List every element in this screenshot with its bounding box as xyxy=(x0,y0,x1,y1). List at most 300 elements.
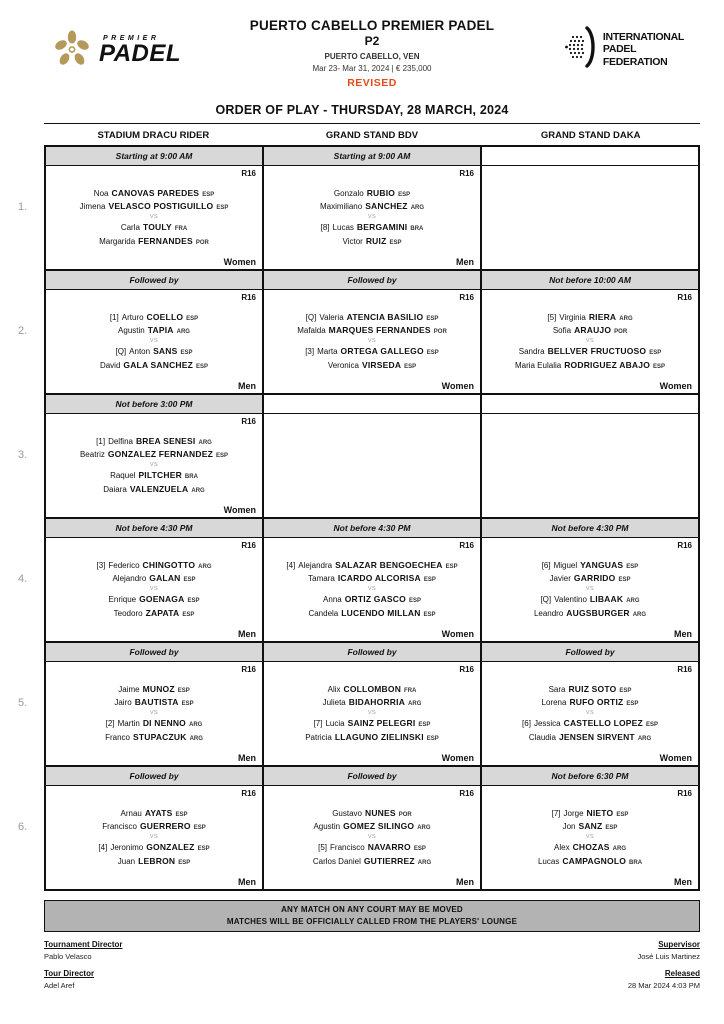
player-seed: [4] xyxy=(286,560,296,570)
player-last-name: CANOVAS PAREDES xyxy=(111,187,200,198)
player-country-code: ESP xyxy=(175,811,188,818)
player-first-name: Martin xyxy=(117,719,140,728)
player-first-name: Francisco xyxy=(102,822,137,831)
player-first-name: Marta xyxy=(317,347,338,356)
player-first-name: Alex xyxy=(554,843,570,852)
title-divider xyxy=(44,123,700,124)
player-first-name: Arturo xyxy=(121,312,144,322)
player-last-name: ATENCIA BASILIO xyxy=(346,311,424,322)
player-first-name: Raquel xyxy=(110,471,136,480)
event-title: PUERTO CABELLO PREMIER PADEL xyxy=(249,18,495,33)
vs-label: VS xyxy=(149,833,159,840)
player-first-name: Francisco xyxy=(330,843,365,852)
match-time-band: Followed by xyxy=(482,643,698,662)
round-label: R16 xyxy=(241,293,256,302)
schedule-content xyxy=(18,123,700,995)
category-label: Women xyxy=(659,381,692,391)
player-country-code: ESP xyxy=(182,611,195,618)
player-last-name: ORTEGA GALLEGO xyxy=(340,346,424,356)
match-time-band: Not before 4:30 PM xyxy=(46,519,262,538)
player-line xyxy=(547,312,632,322)
player-first-name: Lucas xyxy=(537,856,560,866)
player-country-code: ESP xyxy=(413,846,426,852)
round-label: R16 xyxy=(459,541,474,550)
match-body xyxy=(46,290,262,393)
player-line xyxy=(328,684,417,694)
row-numbers xyxy=(18,145,27,889)
vs-label: VS xyxy=(367,337,377,344)
player-line xyxy=(80,201,229,211)
premier-padel-flower-icon xyxy=(52,26,92,75)
player-first-name: Sofia xyxy=(552,326,572,335)
player-first-name: Lucia xyxy=(325,719,345,728)
player-country-code: ARG xyxy=(637,735,652,742)
teams xyxy=(488,808,692,866)
ipf-wordmark xyxy=(603,31,684,67)
category-label: Women xyxy=(441,629,474,639)
player-line xyxy=(314,718,431,728)
player-line xyxy=(550,573,631,583)
player-last-name: RUBIO xyxy=(366,187,396,198)
player-last-name: ZAPATA xyxy=(145,607,180,618)
player-country-code: ESP xyxy=(202,191,215,198)
event-dates-prize: Mar 23- Mar 31, 2024 | € 235,000 xyxy=(312,64,432,73)
player-country-code: FRA xyxy=(174,226,188,232)
document-header xyxy=(0,0,724,89)
vs-label: VS xyxy=(367,709,377,716)
player-first-name: Mafalda xyxy=(297,326,326,335)
player-first-name: Miguel xyxy=(553,560,578,570)
player-first-name: Arnau xyxy=(120,808,142,818)
player-country-code: ESP xyxy=(398,191,411,198)
category-label: Women xyxy=(441,381,474,391)
player-first-name: Jon xyxy=(562,822,576,831)
player-country-code: ESP xyxy=(445,563,458,570)
category-label: Men xyxy=(238,381,256,391)
player-first-name: David xyxy=(99,360,121,370)
player-first-name: Virginia xyxy=(559,312,586,322)
player-country-code: POR xyxy=(614,329,628,335)
player-line xyxy=(114,697,193,707)
vs-label: VS xyxy=(149,709,159,716)
player-line xyxy=(100,360,208,370)
player-last-name: RIERA xyxy=(588,311,617,322)
player-last-name: RODRIGUEZ ABAJO xyxy=(564,359,651,370)
player-line xyxy=(318,842,426,852)
player-line xyxy=(313,856,431,866)
empty-match-cell xyxy=(264,395,480,517)
player-first-name: Jessica xyxy=(533,719,561,728)
player-country-code: ESP xyxy=(626,701,639,707)
player-country-code: ESP xyxy=(404,363,417,370)
teams xyxy=(270,312,474,370)
player-last-name: GUTIERREZ xyxy=(363,855,415,866)
player-last-name: BIDAHORRIA xyxy=(348,697,406,707)
player-last-name: VELASCO POSTIGUILLO xyxy=(108,201,214,211)
match-body xyxy=(264,662,480,765)
player-line xyxy=(323,594,421,604)
premier-label: PREMIER xyxy=(103,35,160,42)
player-seed: [1] xyxy=(109,312,119,322)
teams xyxy=(270,808,474,866)
teams xyxy=(270,560,474,618)
padel-label: PADEL xyxy=(99,40,182,67)
player-line xyxy=(519,346,661,356)
player-last-name: GALA SANCHEZ xyxy=(123,359,194,370)
match-time-band: Not before 6:30 PM xyxy=(482,767,698,786)
player-line xyxy=(320,201,424,211)
notice-line-1: ANY MATCH ON ANY COURT MAY BE MOVED xyxy=(281,905,463,914)
player-country-code: ARG xyxy=(619,315,633,322)
player-line xyxy=(321,222,424,232)
court-header-daka: GRAND STAND DAKA xyxy=(540,130,641,141)
player-line xyxy=(552,808,629,818)
teams xyxy=(52,188,256,246)
player-last-name: VALENZUELA xyxy=(129,483,189,494)
player-seed: [7] xyxy=(313,719,323,728)
match-cell xyxy=(264,147,480,269)
revised-badge: REVISED xyxy=(347,77,397,89)
teams xyxy=(488,684,692,742)
player-last-name: GOMEZ SILINGO xyxy=(343,821,415,831)
match-time-band: Not before 4:30 PM xyxy=(482,519,698,538)
supervisor-name: José Luis Martinez xyxy=(637,952,700,962)
player-first-name: Valentino xyxy=(554,595,587,604)
player-first-name: Veronica xyxy=(327,360,359,370)
player-line xyxy=(542,697,639,707)
round-label: R16 xyxy=(241,169,256,178)
court-header-stadium: STADIUM DRACU RIDER xyxy=(97,130,210,141)
tournament-director-label: Tournament Director xyxy=(44,940,123,950)
player-line xyxy=(334,188,410,198)
player-country-code: BRA xyxy=(629,859,643,866)
player-country-code: ESP xyxy=(196,363,209,370)
event-info xyxy=(181,18,563,89)
match-body xyxy=(264,166,480,269)
player-last-name: LUCENDO MILLAN xyxy=(341,607,421,618)
player-first-name: Carla xyxy=(120,223,140,232)
match-body xyxy=(482,662,698,765)
vs-label: VS xyxy=(149,213,159,220)
player-last-name: CASTELLO LOPEZ xyxy=(563,718,643,728)
player-line xyxy=(549,684,632,694)
vs-label: VS xyxy=(149,585,159,592)
player-line xyxy=(313,821,430,831)
player-country-code: ARG xyxy=(189,735,203,742)
player-country-code: ESP xyxy=(177,687,190,694)
court-header-bdv: GRAND STAND BDV xyxy=(325,130,419,141)
player-last-name: YANGUAS xyxy=(580,559,624,570)
match-body xyxy=(482,290,698,393)
player-first-name: Gonzalo xyxy=(333,188,364,198)
supervisor-label: Supervisor xyxy=(658,940,700,950)
player-country-code: ESP xyxy=(186,315,199,322)
player-last-name: ARAUJO xyxy=(574,325,612,335)
player-first-name: Daiara xyxy=(103,484,127,494)
player-first-name: Julieta xyxy=(322,698,346,707)
player-country-code: ESP xyxy=(181,701,194,707)
match-body xyxy=(46,662,262,765)
match-body xyxy=(482,538,698,641)
player-last-name: LEBRON xyxy=(138,855,176,866)
player-first-name: Gustavo xyxy=(332,808,362,818)
category-label: Men xyxy=(674,629,692,639)
match-body xyxy=(264,786,480,889)
player-last-name: TOULY xyxy=(142,222,172,232)
player-country-code: BRA xyxy=(184,474,198,480)
tournament-director-name: Pablo Velasco xyxy=(44,952,92,962)
row-number: 1. xyxy=(18,201,28,213)
player-first-name: Federico xyxy=(108,560,140,570)
empty-match-body xyxy=(264,414,480,517)
player-line xyxy=(343,236,402,246)
round-label: R16 xyxy=(677,665,692,674)
vs-label: VS xyxy=(585,337,595,344)
round-label: R16 xyxy=(241,417,256,426)
player-last-name: TAPIA xyxy=(147,325,174,335)
player-last-name: ORTIZ GASCO xyxy=(344,594,406,604)
player-line xyxy=(538,856,642,866)
player-line xyxy=(96,436,212,446)
category-label: Women xyxy=(441,753,474,763)
match-cell xyxy=(264,767,480,889)
round-label: R16 xyxy=(677,293,692,302)
player-line xyxy=(540,594,639,604)
category-label: Women xyxy=(223,257,256,267)
player-first-name: Sara xyxy=(548,684,566,694)
player-last-name: MARQUES FERNANDES xyxy=(328,325,431,335)
player-country-code: POR xyxy=(398,811,412,818)
player-last-name: ICARDO ALCORISA xyxy=(337,573,421,583)
player-line xyxy=(306,312,439,322)
notice-bar xyxy=(44,900,700,932)
player-last-name: CHINGOTTO xyxy=(142,559,196,570)
player-last-name: AYATS xyxy=(144,807,173,818)
player-last-name: PILTCHER xyxy=(138,470,182,480)
player-country-code: ARG xyxy=(176,329,190,335)
player-seed: [7] xyxy=(551,808,561,818)
match-cell xyxy=(264,643,480,765)
player-country-code: ESP xyxy=(183,577,196,583)
player-country-code: ARG xyxy=(410,205,425,211)
player-first-name: Franco xyxy=(105,732,130,742)
player-line xyxy=(94,188,214,198)
teams xyxy=(52,312,256,370)
player-first-name: Beatriz xyxy=(79,450,105,459)
player-last-name: CHOZAS xyxy=(572,842,610,852)
tour-director-name: Adel Aref xyxy=(44,981,75,991)
player-first-name: Patricia xyxy=(305,732,332,742)
player-last-name: GONZALEZ xyxy=(146,842,195,852)
player-first-name: Jaime xyxy=(118,684,140,694)
player-seed: [5] xyxy=(318,843,328,852)
player-first-name: Carlos Daniel xyxy=(312,856,361,866)
player-country-code: ESP xyxy=(626,563,639,570)
player-first-name: Claudia xyxy=(528,732,556,742)
player-last-name: VIRSEDA xyxy=(361,359,402,370)
player-last-name: SALAZAR BENGOECHEA xyxy=(335,559,443,570)
vs-label: VS xyxy=(367,585,377,592)
player-country-code: ARG xyxy=(191,487,205,494)
round-label: R16 xyxy=(241,789,256,798)
player-country-code: ESP xyxy=(193,825,206,831)
player-country-code: ESP xyxy=(216,453,229,459)
player-first-name: Jimena xyxy=(79,202,106,211)
player-line xyxy=(529,732,651,742)
player-country-code: POR xyxy=(195,239,209,246)
row-number: 5. xyxy=(18,697,28,709)
vs-label: VS xyxy=(585,709,595,716)
player-line xyxy=(112,573,195,583)
round-label: R16 xyxy=(459,665,474,674)
player-line xyxy=(118,684,190,694)
player-country-code: ARG xyxy=(417,825,431,831)
player-seed: [Q] xyxy=(540,595,552,604)
player-line xyxy=(554,842,626,852)
match-cell xyxy=(482,643,698,765)
player-last-name: GALAN xyxy=(149,573,181,583)
player-line xyxy=(103,484,204,494)
player-first-name: Leandro xyxy=(533,608,564,618)
player-country-code: ARG xyxy=(417,859,432,866)
player-first-name: Javier xyxy=(549,574,571,583)
empty-time-band xyxy=(482,147,698,166)
player-last-name: LIBAAK xyxy=(589,594,624,604)
player-line xyxy=(286,560,457,570)
match-cell xyxy=(46,519,262,641)
player-country-code: ARG xyxy=(612,846,626,852)
player-line xyxy=(308,608,435,618)
player-first-name: Valeria xyxy=(319,312,344,322)
player-first-name: Jeronimo xyxy=(110,843,144,852)
player-first-name: Maximiliano xyxy=(319,202,363,211)
player-seed: [1] xyxy=(96,436,106,446)
player-line xyxy=(332,808,412,818)
empty-time-band xyxy=(482,395,698,414)
player-last-name: RUIZ xyxy=(365,235,387,246)
player-line xyxy=(114,608,195,618)
round-label: R16 xyxy=(459,293,474,302)
player-last-name: GUERRERO xyxy=(139,821,191,831)
player-first-name: Sandra xyxy=(518,347,545,356)
row-number: 6. xyxy=(18,821,28,833)
event-category: P2 xyxy=(364,34,380,48)
player-last-name: BREA SENESI xyxy=(135,435,196,446)
player-country-code: BRA xyxy=(410,226,424,232)
player-last-name: SANS xyxy=(153,346,178,356)
match-body xyxy=(46,166,262,269)
category-label: Men xyxy=(238,753,256,763)
vs-label: VS xyxy=(149,337,159,344)
player-country-code: ESP xyxy=(408,598,421,604)
vs-label: VS xyxy=(367,833,377,840)
match-cell xyxy=(264,271,480,393)
player-country-code: ESP xyxy=(616,811,629,818)
match-cell xyxy=(46,767,262,889)
player-first-name: Enrique xyxy=(108,595,137,604)
category-label: Men xyxy=(456,877,474,887)
match-time-band: Not before 4:30 PM xyxy=(264,519,480,538)
player-country-code: ARG xyxy=(188,722,203,728)
player-country-code: ARG xyxy=(632,611,647,618)
schedule-grid-wrap xyxy=(18,145,700,891)
match-time-band: Followed by xyxy=(264,643,480,662)
player-first-name: Margarida xyxy=(99,236,136,246)
player-country-code: ESP xyxy=(180,350,193,356)
match-cell xyxy=(46,643,262,765)
player-last-name: MUNOZ xyxy=(142,683,175,694)
match-body xyxy=(46,786,262,889)
round-label: R16 xyxy=(459,169,474,178)
player-first-name: Alix xyxy=(327,684,341,694)
player-line xyxy=(118,325,190,335)
player-country-code: ESP xyxy=(426,315,439,322)
player-last-name: COELLO xyxy=(146,311,184,322)
match-time-band: Starting at 9:00 AM xyxy=(46,147,262,166)
player-last-name: CAMPAGNOLO xyxy=(562,855,627,866)
round-label: R16 xyxy=(677,789,692,798)
player-line xyxy=(118,856,190,866)
player-country-code: ESP xyxy=(216,205,229,211)
match-body xyxy=(482,786,698,889)
player-seed: [3] xyxy=(96,560,106,570)
player-first-name: Lucas xyxy=(332,223,354,232)
match-cell xyxy=(482,519,698,641)
player-last-name: NIETO xyxy=(586,807,614,818)
player-line xyxy=(522,718,658,728)
player-country-code: ESP xyxy=(178,859,191,866)
ipf-line-2: PADEL xyxy=(602,43,637,56)
player-line xyxy=(542,560,639,570)
player-seed: [Q] xyxy=(305,312,317,322)
player-seed: [5] xyxy=(547,312,557,322)
player-country-code: ESP xyxy=(389,239,402,246)
player-seed: [3] xyxy=(305,347,315,356)
player-last-name: RUIZ SOTO xyxy=(568,683,617,694)
empty-match-cell xyxy=(482,147,698,269)
player-country-code: ESP xyxy=(605,825,618,831)
player-seed: [Q] xyxy=(115,347,127,356)
player-first-name: Jairo xyxy=(114,698,132,707)
order-grid xyxy=(44,145,700,891)
player-last-name: AUGSBURGER xyxy=(566,607,630,618)
player-first-name: Alejandra xyxy=(298,560,333,570)
vs-label: VS xyxy=(367,213,377,220)
player-country-code: ARG xyxy=(198,563,212,570)
empty-time-band xyxy=(264,395,480,414)
match-cell xyxy=(46,395,262,517)
player-country-code: ESP xyxy=(653,363,666,370)
player-country-code: ESP xyxy=(619,687,632,694)
player-country-code: ARG xyxy=(198,439,212,446)
player-country-code: ESP xyxy=(426,735,439,742)
vs-label: VS xyxy=(585,585,595,592)
released-label: Released xyxy=(664,969,700,979)
player-first-name: Agustin xyxy=(118,326,145,335)
row-number: 3. xyxy=(18,449,28,461)
empty-match-body xyxy=(482,166,698,269)
player-country-code: ESP xyxy=(423,577,436,583)
player-country-code: ESP xyxy=(645,722,658,728)
round-label: R16 xyxy=(459,789,474,798)
player-first-name: Lorena xyxy=(541,698,567,707)
player-last-name: SAINZ PELEGRI xyxy=(347,718,416,728)
player-first-name: Teodoro xyxy=(113,608,143,618)
player-last-name: JENSEN SIRVENT xyxy=(558,731,635,742)
footer-left xyxy=(44,940,123,995)
player-line xyxy=(105,732,203,742)
premier-padel-wordmark xyxy=(99,35,181,66)
